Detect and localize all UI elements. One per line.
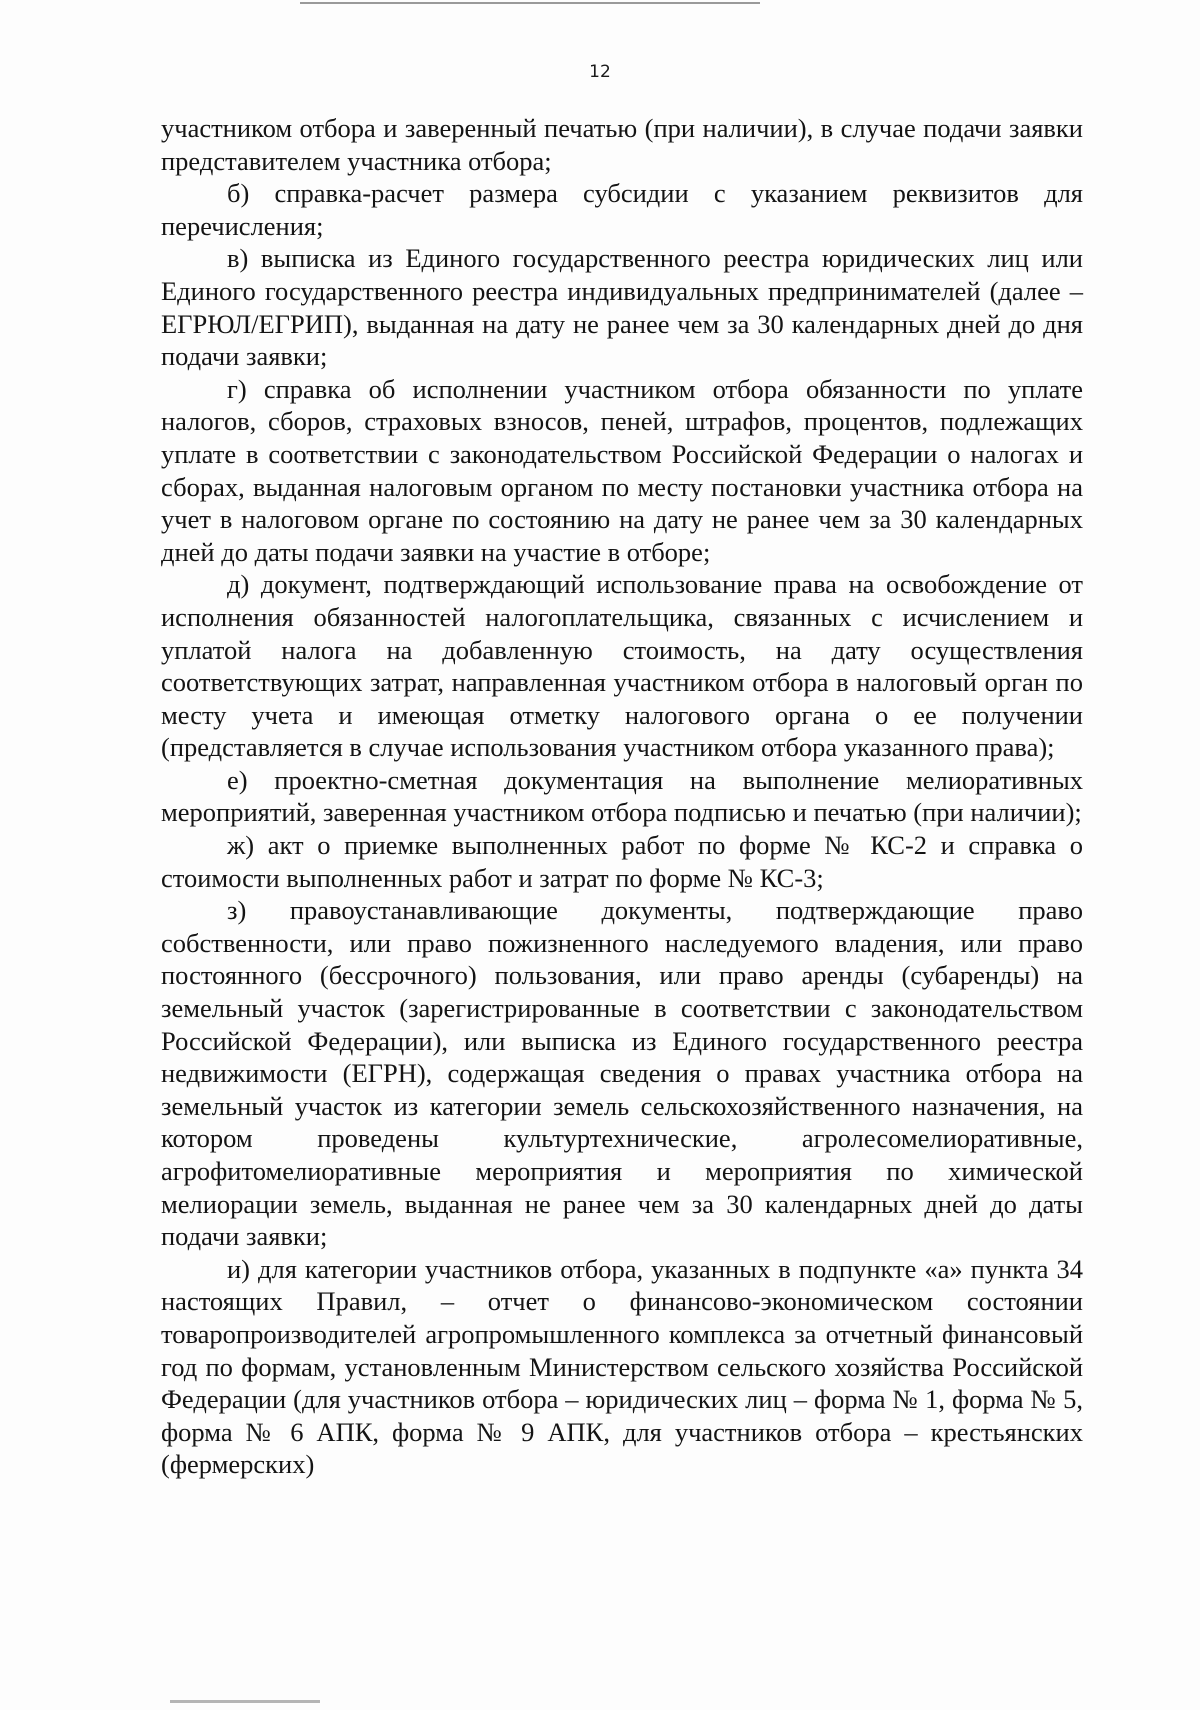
body-text bbox=[161, 112, 1083, 1481]
page-number: 12 bbox=[589, 62, 611, 82]
paragraph-item-zh: ж) акт о приемке выполненных работ по форме № КС-2 и справка о стоимости выполненных работ и затрат по форме № КС-3; bbox=[161, 830, 1083, 893]
paragraph-continuation: участником отбора и заверенный печатью (при наличии), в случае подачи заявки представителем участника отбора; bbox=[161, 113, 1083, 176]
scan-edge-mark bbox=[300, 2, 760, 4]
paragraph-item-d: д) документ, подтверждающий использование права на освобождение от исполнения обязанностей налогоплательщика, связанных с исчислением и уплатой налога на добавленную стоимость, на дату осуществления соответствующих затрат, направленная участником отбора в налоговый орган по месту учета и имеющая отметку налогового органа о ее получении (представляется в случае использования участником отбора указанного права); bbox=[161, 569, 1083, 763]
paragraph-item-g: г) справка об исполнении участником отбора обязанности по уплате налогов, сборов, страховых взносов, пеней, штрафов, процентов, подлежащих уплате в соответствии с законодательством Российской Федерации о налогах и сборах, выданная налоговым органом по месту постановки участника отбора на учет в налоговом органе по состоянию на дату не ранее чем за 30 календарных дней до даты подачи заявки на участие в отборе; bbox=[161, 373, 1083, 567]
paragraph-item-z: з) правоустанавливающие документы, подтверждающие право собственности, или право пожизненного наследуемого владения, или право постоянного (бессрочного) пользования, или право аренды (субаренды) на земельный участок (зарегистрированные в соответствии с законодательством Российской Федерации), или выписка из Единого государственного реестра недвижимости (ЕГРН), содержащая сведения о правах участника отбора на земельный участок из категории земель сельскохозяйственного назначения, на котором проведены культуртехнические, агролесомелиоративные, агрофитомелиоративные мероприятия и мероприятия по химической мелиорации земель, выданная не ранее чем за 30 календарных дней до даты подачи заявки; bbox=[161, 895, 1083, 1252]
paragraph-item-v: в) выписка из Единого государственного реестра юридических лиц или Единого государственного реестра индивидуальных предпринимателей (далее – ЕГРЮЛ/ЕГРИП), выданная на дату не ранее чем за 30 календарных дней до дня подачи заявки; bbox=[161, 243, 1083, 372]
paragraph-item-e: е) проектно-сметная документация на выполнение мелиоративных мероприятий, заверенная участником отбора подписью и печатью (при наличии); bbox=[161, 764, 1083, 828]
paragraph-item-i: и) для категории участников отбора, указанных в подпункте «а» пункта 34 настоящих Правил, – отчет о финансово-экономическом состоянии товаропроизводителей агропромышленного комплекса за отчетный финансовый год по формам, установленным Министерством сельского хозяйства Российской Федерации (для участников отбора – юридических лиц – форма № 1, форма № 5, форма № 6 АПК, форма № 9 АПК, для участников отбора – крестьянских (фермерских) bbox=[161, 1253, 1083, 1480]
scan-edge-mark-bottom bbox=[170, 1700, 320, 1703]
paragraph-item-b: б) справка-расчет размера субсидии с указанием реквизитов для перечисления; bbox=[161, 178, 1083, 241]
